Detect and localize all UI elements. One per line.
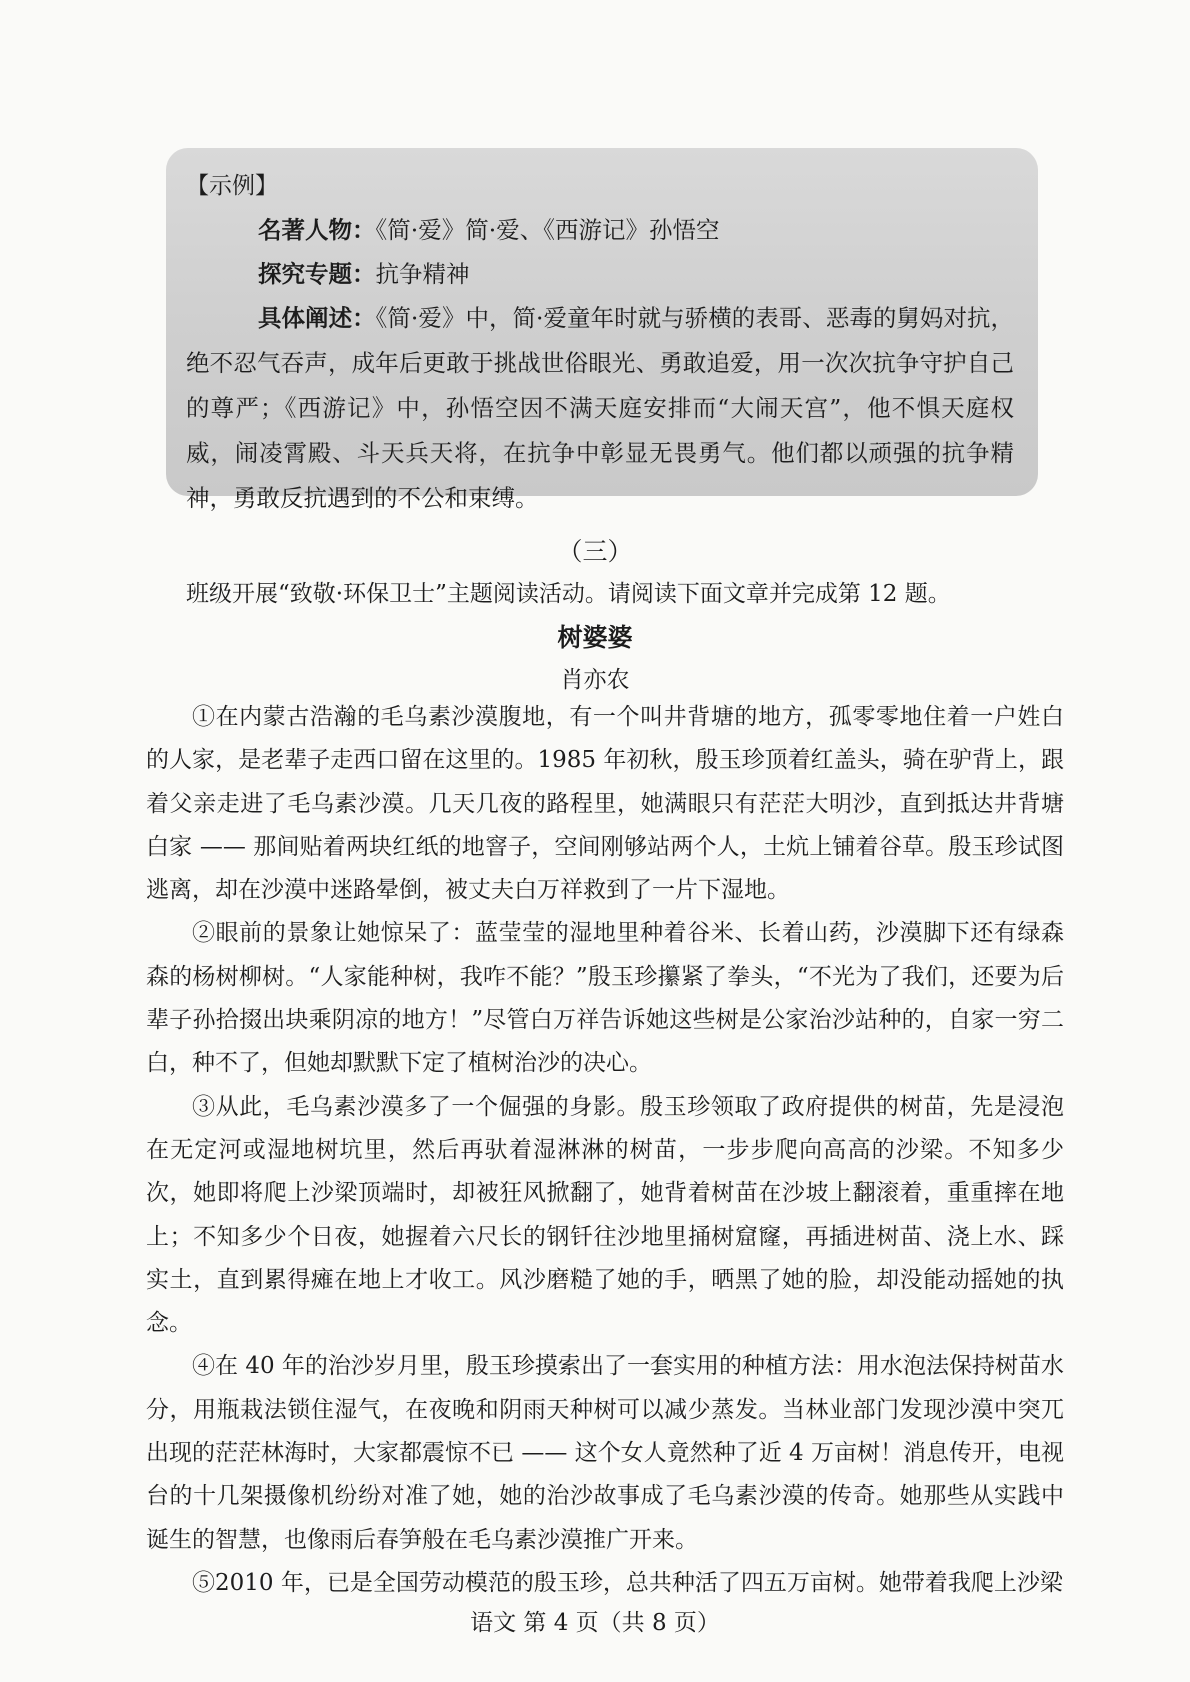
paragraph-2: ②眼前的景象让她惊呆了：蓝莹莹的湿地里种着谷米、长着山药，沙漠脚下还有绿森森的杨树柳树。“人家能种树，我咋不能？”殷玉珍攥紧了拳头，“不光为了我们，还要为后辈子孙拾掇出块乘阴凉的地方！”尽管白万祥告诉她这些树是公家治沙站种的，自家一穷二白，种不了，但她却默默下定了植树治沙的决心。	[146, 920, 1064, 1077]
topic-value: 抗争精神	[375, 260, 470, 288]
article-body	[146, 696, 1064, 1605]
topic-label: 探究专题：	[258, 260, 376, 288]
article-author: 肖亦农	[560, 667, 630, 693]
desc-value: 《简·爱》中，简·爱童年时就与骄横的表哥、恶毒的舅妈对抗，绝不忍气吞声，成年后更敢于挑战世俗眼光、勇敢追爱，用一次次抗争守护自己的尊严；《西游记》中，孙悟空因不满天庭安排而“大闹天宫”，他不惧天庭权威，闹凌霄殿、斗天兵天将，在抗争中彰显无畏勇气。他们都以顽强的抗争精神，勇敢反抗遇到的不公和束缚。	[186, 304, 1014, 512]
paragraph-1: ①在内蒙古浩瀚的毛乌素沙漠腹地，有一个叫井背塘的地方，孤零零地住着一户姓白的人家，是老辈子走西口留在这里的。1985 年初秋，殷玉珍顶着红盖头，骑在驴背上，跟着父亲走进了毛乌素沙漠。几天几夜的路程里，她满眼只有茫茫大明沙，直到抵达井背塘白家 —— 那间贴着两块红纸的地窨子，空间刚够站两个人，土炕上铺着谷草。殷玉珍试图逃离，却在沙漠中迷路晕倒，被丈夫白万祥救到了一片下湿地。	[146, 704, 1064, 904]
section-intro: 班级开展“致敬·环保卫士”主题阅读活动。请阅读下面文章并完成第 12 题。	[186, 581, 951, 607]
figures-value: 《简·爱》简·爱、《西游记》孙悟空	[375, 216, 720, 244]
example-box	[166, 148, 1038, 512]
article-title: 树婆婆	[557, 623, 633, 652]
paragraph-3: ③从此，毛乌素沙漠多了一个倔强的身影。殷玉珍领取了政府提供的树苗，先是浸泡在无定河或湿地树坑里，然后再驮着湿淋淋的树苗，一步步爬向高高的沙梁。不知多少次，她即将爬上沙梁顶端时，却被狂风掀翻了，她背着树苗在沙坡上翻滚着，重重摔在地上；不知多少个日夜，她握着六尺长的钢钎往沙地里捅树窟窿，再插进树苗、浇上水、踩实土，直到累得瘫在地上才收工。风沙磨糙了她的手，晒黑了她的脸，却没能动摇她的执念。	[146, 1093, 1064, 1337]
example-figures	[186, 208, 1014, 252]
paragraph-5: ⑤2010 年，已是全国劳动模范的殷玉珍，总共种活了四五万亩树。她带着我爬上沙梁	[192, 1569, 1063, 1596]
example-tag: 【示例】	[186, 173, 278, 199]
section-number: （三）	[557, 537, 633, 566]
figures-label: 名著人物：	[258, 216, 376, 244]
desc-label: 具体阐述：	[258, 304, 376, 332]
page-footer: 语文 第 4 页（共 8 页）	[470, 1610, 720, 1636]
example-description	[186, 296, 1014, 521]
paragraph-4: ④在 40 年的治沙岁月里，殷玉珍摸索出了一套实用的种植方法：用水泡法保持树苗水分，用瓶栽法锁住湿气，在夜晚和阴雨天种树可以减少蒸发。当林业部门发现沙漠中突兀出现的茫茫林海时，大家都震惊不已 —— 这个女人竟然种了近 4 万亩树！消息传开，电视台的十几架摄像机纷纷对准了她，她的治沙故事成了毛乌素沙漠的传奇。她那些从实践中诞生的智慧，也像雨后春笋般在毛乌素沙漠推广开来。	[146, 1353, 1064, 1553]
example-topic	[186, 252, 1014, 296]
